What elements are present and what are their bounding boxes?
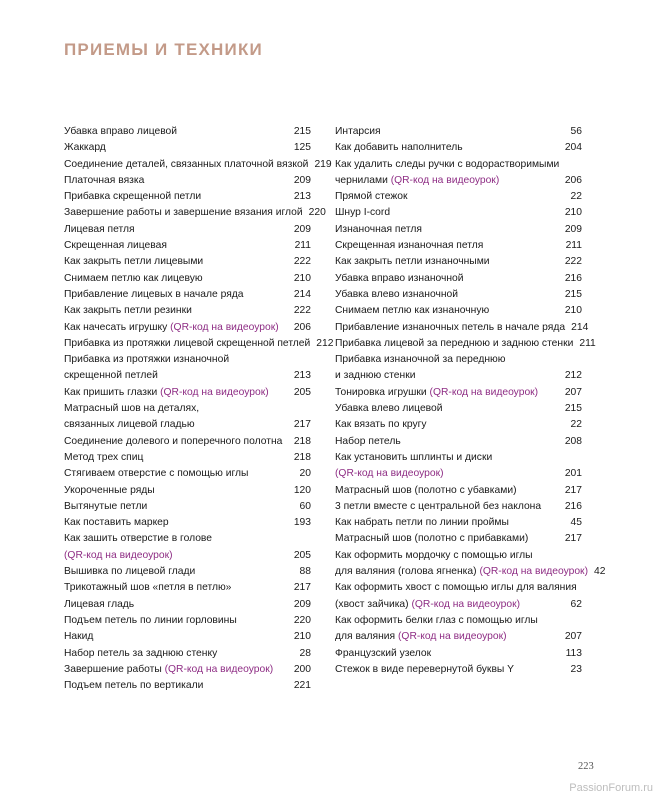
index-entry-text xyxy=(64,336,310,352)
index-entry-label: Прибавка лицевой за переднюю и заднюю стенки xyxy=(335,337,574,349)
index-entry-text xyxy=(64,564,195,580)
index-entry xyxy=(335,548,582,564)
index-entry-label: Изнаночная петля xyxy=(335,223,422,235)
index-entry-text xyxy=(64,597,134,613)
index-entry-text xyxy=(64,238,167,254)
index-entry xyxy=(64,205,326,221)
index-entry-text xyxy=(64,124,177,140)
index-entry-page: 113 xyxy=(565,647,582,659)
index-entry-label: Прибавка скрещенной петли xyxy=(64,191,202,203)
index-entry-page: 209 xyxy=(293,223,311,235)
index-entry-text xyxy=(64,368,158,384)
index-entry-page: 210 xyxy=(293,272,311,284)
index-entry-text xyxy=(335,205,390,221)
index-entry-text xyxy=(335,189,408,205)
index-entry-page: 204 xyxy=(564,142,582,154)
index-entry xyxy=(335,613,582,629)
index-entry-label: Жаккард xyxy=(64,142,106,154)
index-entry xyxy=(64,173,311,189)
index-entry-page: 211 xyxy=(579,337,596,349)
index-entry-label: Прибавление лицевых в начале ряда xyxy=(64,288,244,300)
index-entry-page: 211 xyxy=(565,240,582,252)
index-entry-page: 215 xyxy=(293,126,311,137)
index-entry-page: 22 xyxy=(570,191,582,203)
index-entry-label: (хвост зайчика) xyxy=(335,598,412,610)
index-entry xyxy=(64,352,311,368)
index-entry xyxy=(64,124,311,140)
index-entry-page: 205 xyxy=(293,549,311,561)
index-entry-label: Как вязать по кругу xyxy=(335,419,427,431)
index-entry-text xyxy=(335,515,509,531)
index-entry-text xyxy=(64,205,303,221)
index-entry-text xyxy=(64,580,231,596)
index-entry-page: 216 xyxy=(564,500,582,512)
index-entry xyxy=(335,466,582,482)
index-entry xyxy=(64,303,311,319)
index-entry-page: 22 xyxy=(570,419,582,431)
index-entry-label: Прибавка из протяжки лицевой скрещенной петлей xyxy=(64,337,311,349)
index-entry-label: Набор петель xyxy=(335,435,401,447)
index-entry-text xyxy=(335,531,528,547)
index-entry xyxy=(64,189,311,205)
index-entry-text xyxy=(335,646,431,662)
index-entry xyxy=(335,401,582,417)
index-column-right xyxy=(335,124,606,678)
index-entry-text xyxy=(335,662,514,678)
index-entry xyxy=(335,205,582,221)
index-column-left xyxy=(64,124,334,694)
index-entry xyxy=(335,662,582,678)
index-entry-text xyxy=(64,417,195,433)
index-entry xyxy=(335,629,582,645)
index-entry-label: чернилами xyxy=(335,174,391,186)
index-entry xyxy=(335,564,606,580)
index-entry-page: 210 xyxy=(564,305,582,317)
index-entry-text xyxy=(335,597,520,613)
index-entry-text xyxy=(335,238,483,254)
index-entry-label: для валяния xyxy=(335,631,398,643)
index-entry xyxy=(64,548,311,564)
index-entry xyxy=(64,385,311,401)
index-entry-page: 28 xyxy=(299,647,311,659)
index-entry xyxy=(335,483,582,499)
index-entry xyxy=(335,287,582,303)
index-entry-text xyxy=(335,173,499,189)
index-entry-label: Как начесать игрушку xyxy=(64,321,171,333)
index-entry-text xyxy=(64,434,282,450)
index-entry xyxy=(64,646,311,662)
index-entry xyxy=(335,368,582,384)
index-entry xyxy=(64,336,334,352)
index-entry xyxy=(335,515,582,531)
index-entry-text xyxy=(64,320,279,336)
index-entry xyxy=(335,646,582,662)
index-entry-label: Как установить шплинты и диски xyxy=(335,451,493,463)
index-entry-page: 209 xyxy=(293,174,311,186)
index-entry-label: 3 петли вместе с центральной без наклона xyxy=(335,500,542,512)
index-entry-page: 205 xyxy=(293,386,311,398)
index-entry-page: 45 xyxy=(570,517,582,529)
index-entry-label: Набор петель за заднюю стенку xyxy=(64,647,218,659)
index-entry xyxy=(64,515,311,531)
index-entry-label: Вытянутые петли xyxy=(64,500,148,512)
index-entry-page: 207 xyxy=(564,631,582,643)
index-entry-page: 200 xyxy=(293,663,311,675)
index-entry-label: для валяния (голова ягненка) xyxy=(335,566,480,578)
index-entry-text xyxy=(64,515,169,531)
index-entry-text xyxy=(64,499,147,515)
index-entry-label: Прибавка изнаночной за переднюю xyxy=(335,354,506,366)
index-entry xyxy=(64,401,311,417)
index-entry-label: Как закрыть петли изнаночными xyxy=(335,256,490,268)
index-entry-page: 217 xyxy=(293,419,311,431)
index-entry-label: Трикотажный шов «петля в петлю» xyxy=(64,582,232,594)
index-entry xyxy=(335,336,596,352)
index-entry xyxy=(335,271,582,287)
index-entry-text xyxy=(335,368,415,384)
index-entry-label: Как поставить маркер xyxy=(64,517,169,529)
index-entry-label: Соединение долевого и поперечного полотна xyxy=(64,435,283,447)
index-entry-page: 56 xyxy=(570,126,582,137)
index-entry-label: Как оформить белки глаз с помощью иглы xyxy=(335,614,538,626)
index-entry-text xyxy=(335,287,458,303)
index-entry-text xyxy=(64,173,144,189)
index-entry-label: Как добавить наполнитель xyxy=(335,142,463,154)
index-entry xyxy=(64,238,311,254)
index-entry-text xyxy=(335,483,517,499)
index-entry-page: 217 xyxy=(564,533,582,545)
index-entry-page: 23 xyxy=(570,663,582,675)
index-entry-label: Стежок в виде перевернутой буквы Y xyxy=(335,663,515,675)
index-entry-text xyxy=(335,434,401,450)
index-entry-label: Снимаем петлю как лицевую xyxy=(64,272,203,284)
index-entry xyxy=(335,320,589,336)
index-entry-page: 211 xyxy=(294,240,311,252)
index-entry xyxy=(335,222,582,238)
index-entry-label: Как пришить глазки xyxy=(64,386,161,398)
index-entry-text xyxy=(335,140,463,156)
index-entry xyxy=(64,320,311,336)
index-entry-page: 216 xyxy=(564,272,582,284)
index-entry xyxy=(64,254,311,270)
page-number: 223 xyxy=(578,761,594,772)
index-entry-text xyxy=(335,352,506,368)
index-entry-text xyxy=(335,303,489,319)
index-entry-text xyxy=(64,157,308,173)
index-entry-label: Соединение деталей, связанных платочной вязкой xyxy=(64,158,309,170)
index-entry-label: Убавка вправо лицевой xyxy=(64,126,178,137)
index-entry-page: 212 xyxy=(316,337,334,349)
qr-video-link: (QR-код на видеоурок) xyxy=(429,386,539,398)
index-entry-page: 120 xyxy=(293,484,311,496)
index-entry xyxy=(64,629,311,645)
index-entry-text xyxy=(64,352,229,368)
index-entry xyxy=(335,531,582,547)
qr-video-link: (QR-код на видеоурок) xyxy=(479,566,588,578)
index-entry-text xyxy=(335,271,464,287)
index-entry xyxy=(64,450,311,466)
index-entry-text xyxy=(64,531,212,547)
qr-video-link: (QR-код на видеоурок) xyxy=(335,468,444,480)
index-entry-text xyxy=(335,320,565,336)
index-entry xyxy=(64,531,311,547)
index-entry xyxy=(335,173,582,189)
index-entry xyxy=(64,564,311,580)
index-entry-page: 208 xyxy=(564,435,582,447)
index-entry xyxy=(335,499,582,515)
qr-video-link: (QR-код на видеоурок) xyxy=(398,631,507,643)
index-entry xyxy=(335,140,582,156)
index-entry-page: 60 xyxy=(299,500,311,512)
index-entry xyxy=(335,385,582,401)
index-entry xyxy=(64,271,311,287)
index-entry-label: Убавка влево лицевой xyxy=(335,403,443,415)
index-entry-page: 222 xyxy=(293,256,311,268)
qr-video-link: (QR-код на видеоурок) xyxy=(160,386,269,398)
index-entry xyxy=(335,597,582,613)
index-entry-label: и заднюю стенки xyxy=(335,370,416,382)
index-entry xyxy=(64,597,311,613)
page-title: ПРИЕМЫ И ТЕХНИКИ xyxy=(64,40,263,59)
index-entry-page: 193 xyxy=(293,517,311,529)
index-entry-label: Завершение работы xyxy=(64,663,165,675)
index-entry-text xyxy=(64,646,217,662)
index-entry-label: Матрасный шов (полотно с прибавками) xyxy=(335,533,529,545)
index-entry xyxy=(335,238,582,254)
index-entry-page: 215 xyxy=(564,403,582,415)
index-entry-page: 209 xyxy=(564,223,582,235)
index-entry-label: Убавка вправо изнаночной xyxy=(335,272,464,284)
index-entry-text xyxy=(64,140,106,156)
index-entry-page: 217 xyxy=(293,582,311,594)
index-entry-text xyxy=(64,678,203,694)
index-entry xyxy=(64,157,332,173)
index-entry-text xyxy=(335,450,492,466)
index-entry-label: Подъем петель по вертикали xyxy=(64,680,204,692)
index-entry-page: 209 xyxy=(293,598,311,610)
index-entry xyxy=(64,434,311,450)
index-entry-page: 222 xyxy=(564,256,582,268)
index-entry-page: 222 xyxy=(293,305,311,317)
index-entry-label: Как оформить хвост с помощью иглы для валяния xyxy=(335,582,577,594)
index-entry-label: Завершение работы и завершение вязания иглой xyxy=(64,207,303,219)
index-entry-text xyxy=(335,580,577,596)
index-entry xyxy=(335,254,582,270)
index-entry-page: 210 xyxy=(293,631,311,643)
index-entry-page: 215 xyxy=(564,288,582,300)
index-entry-label: Снимаем петлю как изнаночную xyxy=(335,305,490,317)
index-entry-label: Лицевая петля xyxy=(64,223,135,235)
index-entry-text xyxy=(335,629,507,645)
qr-video-link: (QR-код на видеоурок) xyxy=(411,598,521,610)
index-entry xyxy=(335,450,582,466)
index-entry-label: Шнур I-cord xyxy=(335,207,391,219)
index-entry-label: Как оформить мордочку с помощью иглы xyxy=(335,549,533,561)
index-entry-label: Как закрыть петли лицевыми xyxy=(64,256,204,268)
index-entry-text xyxy=(335,157,559,173)
index-entry-text xyxy=(64,548,173,564)
index-entry xyxy=(64,483,311,499)
index-entry-text xyxy=(64,189,201,205)
index-entry-page: 214 xyxy=(571,321,589,333)
index-entry-page: 217 xyxy=(564,484,582,496)
index-entry xyxy=(335,352,582,368)
index-entry-label: Вышивка по лицевой глади xyxy=(64,566,196,578)
index-entry-text xyxy=(64,483,155,499)
index-entry-page: 221 xyxy=(293,680,311,692)
index-entry-text xyxy=(335,466,444,482)
index-entry-page: 210 xyxy=(564,207,582,219)
index-entry-label: скрещенной петлей xyxy=(64,370,158,382)
qr-video-link: (QR-код на видеоурок) xyxy=(164,663,274,675)
index-entry-page: 125 xyxy=(293,142,311,154)
index-entry xyxy=(335,189,582,205)
index-entry-label: Как зашить отверстие в голове xyxy=(64,533,213,545)
index-entry-page: 220 xyxy=(293,614,311,626)
index-entry-page: 62 xyxy=(570,598,582,610)
index-entry-label: Французский узелок xyxy=(335,647,432,659)
index-entry-text xyxy=(64,662,273,678)
index-entry-page: 20 xyxy=(299,468,311,480)
index-entry-text xyxy=(335,548,533,564)
index-entry xyxy=(64,287,311,303)
index-entry-text xyxy=(64,629,93,645)
index-entry xyxy=(64,417,311,433)
index-entry xyxy=(335,124,582,140)
index-entry xyxy=(64,222,311,238)
index-entry xyxy=(64,140,311,156)
index-entry-page: 201 xyxy=(564,468,582,480)
index-entry-text xyxy=(64,466,248,482)
index-entry xyxy=(64,368,311,384)
index-entry xyxy=(335,417,582,433)
index-entry-text xyxy=(64,254,203,270)
index-entry-label: Укороченные ряды xyxy=(64,484,155,496)
index-entry-page: 214 xyxy=(293,288,311,300)
index-entry-page: 218 xyxy=(293,435,311,447)
index-entry-page: 218 xyxy=(293,451,311,463)
index-entry-text xyxy=(335,401,443,417)
index-entry-label: Подъем петель по линии горловины xyxy=(64,614,237,626)
index-entry-label: Как удалить следы ручки с водорастворимыми xyxy=(335,158,560,170)
index-entry-text xyxy=(335,417,427,433)
index-entry-page: 42 xyxy=(594,566,606,578)
index-entry-page: 219 xyxy=(314,158,332,170)
index-entry-page: 88 xyxy=(299,566,311,578)
index-entry-label: Стягиваем отверстие с помощью иглы xyxy=(64,468,249,480)
index-entry-text xyxy=(335,613,538,629)
qr-video-link: (QR-код на видеоурок) xyxy=(170,321,279,333)
index-entry-text xyxy=(335,254,490,270)
index-entry-page: 213 xyxy=(293,191,311,203)
index-entry-text xyxy=(64,271,203,287)
qr-video-link: (QR-код на видеоурок) xyxy=(390,174,500,186)
index-entry-label: Метод трех спиц xyxy=(64,451,144,463)
index-entry-label: Матрасный шов (полотно с убавками) xyxy=(335,484,517,496)
index-entry xyxy=(64,662,311,678)
index-entry xyxy=(64,466,311,482)
index-entry xyxy=(335,580,582,596)
index-entry xyxy=(64,499,311,515)
index-entry-text xyxy=(335,222,422,238)
index-entry xyxy=(64,613,311,629)
index-entry xyxy=(335,303,582,319)
index-entry-text xyxy=(64,303,192,319)
index-entry-text xyxy=(64,222,135,238)
index-entry-page: 220 xyxy=(308,207,326,219)
index-entry-label: Скрещенная лицевая xyxy=(64,240,167,252)
index-entry-text xyxy=(335,499,541,515)
index-entry-label: Как набрать петли по линии проймы xyxy=(335,517,509,529)
index-entry-text xyxy=(64,450,143,466)
index-entry-label: Убавка влево изнаночной xyxy=(335,288,459,300)
index-entry xyxy=(64,580,311,596)
index-entry-text xyxy=(335,336,573,352)
index-entry-label: Лицевая гладь xyxy=(64,598,135,610)
index-entry-page: 206 xyxy=(293,321,311,333)
index-entry-text xyxy=(335,385,538,401)
index-entry-label: Прибавка из протяжки изнаночной xyxy=(64,354,230,366)
index-entry-text xyxy=(64,613,237,629)
index-entry-label: Как закрыть петли резинки xyxy=(64,305,192,317)
index-entry-page: 207 xyxy=(564,386,582,398)
index-entry-label: Платочная вязка xyxy=(64,174,145,186)
index-entry-label: Прибавление изнаночных петель в начале ряда xyxy=(335,321,566,333)
index-entry-text xyxy=(335,564,588,580)
index-entry xyxy=(335,434,582,450)
qr-video-link: (QR-код на видеоурок) xyxy=(64,549,173,561)
index-entry xyxy=(335,157,582,173)
index-entry-label: Интарсия xyxy=(335,126,381,137)
index-entry-label: Тонировка игрушки xyxy=(335,386,430,398)
index-entry-label: Прямой стежок xyxy=(335,191,408,203)
index-entry xyxy=(64,678,311,694)
index-entry-text xyxy=(64,385,269,401)
index-entry-text xyxy=(64,401,199,417)
index-entry-page: 212 xyxy=(564,370,582,382)
index-entry-label: связанных лицевой гладью xyxy=(64,419,195,431)
index-entry-label: Скрещенная изнаночная петля xyxy=(335,240,484,252)
index-entry-page: 213 xyxy=(293,370,311,382)
index-entry-label: Накид xyxy=(64,631,94,643)
index-entry-text xyxy=(64,287,244,303)
index-entry-text xyxy=(335,124,381,140)
index-entry-page: 206 xyxy=(564,174,582,186)
watermark: PassionForum.ru xyxy=(569,782,653,794)
index-entry-label: Матрасный шов на деталях, xyxy=(64,403,200,415)
